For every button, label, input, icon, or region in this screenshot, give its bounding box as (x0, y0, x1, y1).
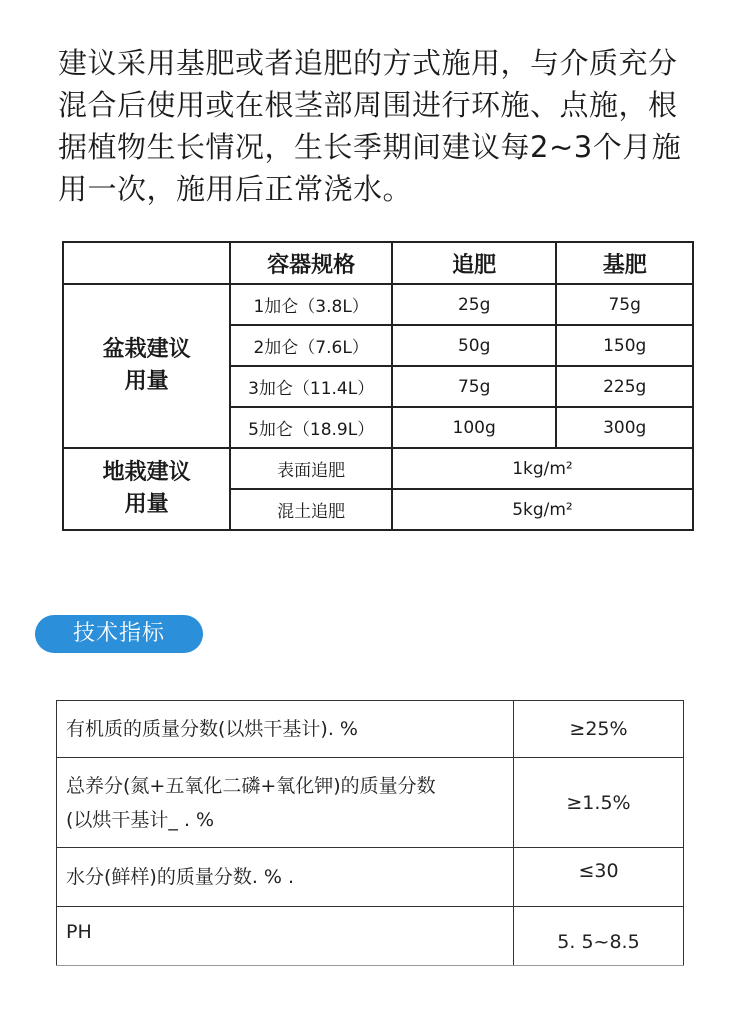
container-spec: 3加仑（11.4L） (230, 366, 392, 407)
base-amount: 300g (556, 407, 693, 448)
pot-group-line2: 用量 (124, 369, 169, 394)
table-row (57, 701, 684, 758)
ground-group-label (63, 448, 230, 530)
spec-label-line: (以烘干基计_ . % (66, 808, 215, 831)
top-dressing-amount: 25g (392, 284, 556, 325)
intro-line: 据植物生长情况，生长季期间建议每2~3个月施 (58, 130, 682, 164)
intro-line: 用一次，施用后正常浇水。 (58, 172, 413, 206)
ground-amount: 1kg/m² (392, 448, 693, 489)
table-row (57, 907, 684, 966)
base-amount: 150g (556, 325, 693, 366)
spec-table (56, 700, 684, 966)
intro-line: 混合后使用或在根茎部周围进行环施、点施，根 (58, 88, 678, 122)
pot-group-label (63, 284, 230, 448)
table-row (63, 448, 693, 489)
spec-label-line: 有机质的质量分数(以烘干基计). % (66, 718, 358, 740)
spec-label-line: 水分(鲜样)的质量分数. % . (66, 866, 295, 888)
application-method: 混土追肥 (230, 489, 392, 530)
header-container-spec: 容器规格 (230, 242, 392, 284)
spec-value: 5. 5~8.5 (514, 907, 684, 966)
container-spec: 1加仑（3.8L） (230, 284, 392, 325)
spec-label-line: 总养分(氮+五氧化二磷+氧化钾)的质量分数 (66, 774, 436, 797)
header-base-fertilizer: 基肥 (556, 242, 693, 284)
top-dressing-amount: 50g (392, 325, 556, 366)
application-method: 表面追肥 (230, 448, 392, 489)
intro-line: 建议采用基肥或者追肥的方式施用，与介质充分 (58, 46, 678, 80)
usage-table (62, 241, 694, 531)
table-row (57, 848, 684, 907)
spec-label (57, 758, 514, 848)
table-header-row (63, 242, 693, 284)
spec-label (57, 907, 514, 966)
ground-group-line1: 地栽建议 (102, 460, 191, 485)
top-dressing-amount: 75g (392, 366, 556, 407)
base-amount: 225g (556, 366, 693, 407)
top-dressing-amount: 100g (392, 407, 556, 448)
ground-group-line2: 用量 (124, 492, 169, 517)
table-row (63, 284, 693, 325)
spec-value: ≥1.5% (514, 758, 684, 848)
header-empty (63, 242, 230, 284)
container-spec: 2加仑（7.6L） (230, 325, 392, 366)
ground-amount: 5kg/m² (392, 489, 693, 530)
spec-value: ≥25% (514, 701, 684, 758)
container-spec: 5加仑（18.9L） (230, 407, 392, 448)
pot-group-line1: 盆栽建议 (102, 337, 191, 362)
header-top-dressing: 追肥 (392, 242, 556, 284)
spec-value: ≤30 (514, 848, 684, 907)
intro-paragraph (58, 42, 708, 210)
table-row (57, 758, 684, 848)
tech-spec-badge: 技术指标 (35, 615, 203, 653)
spec-label-line: PH (66, 921, 92, 943)
spec-label (57, 848, 514, 907)
base-amount: 75g (556, 284, 693, 325)
spec-label (57, 701, 514, 758)
